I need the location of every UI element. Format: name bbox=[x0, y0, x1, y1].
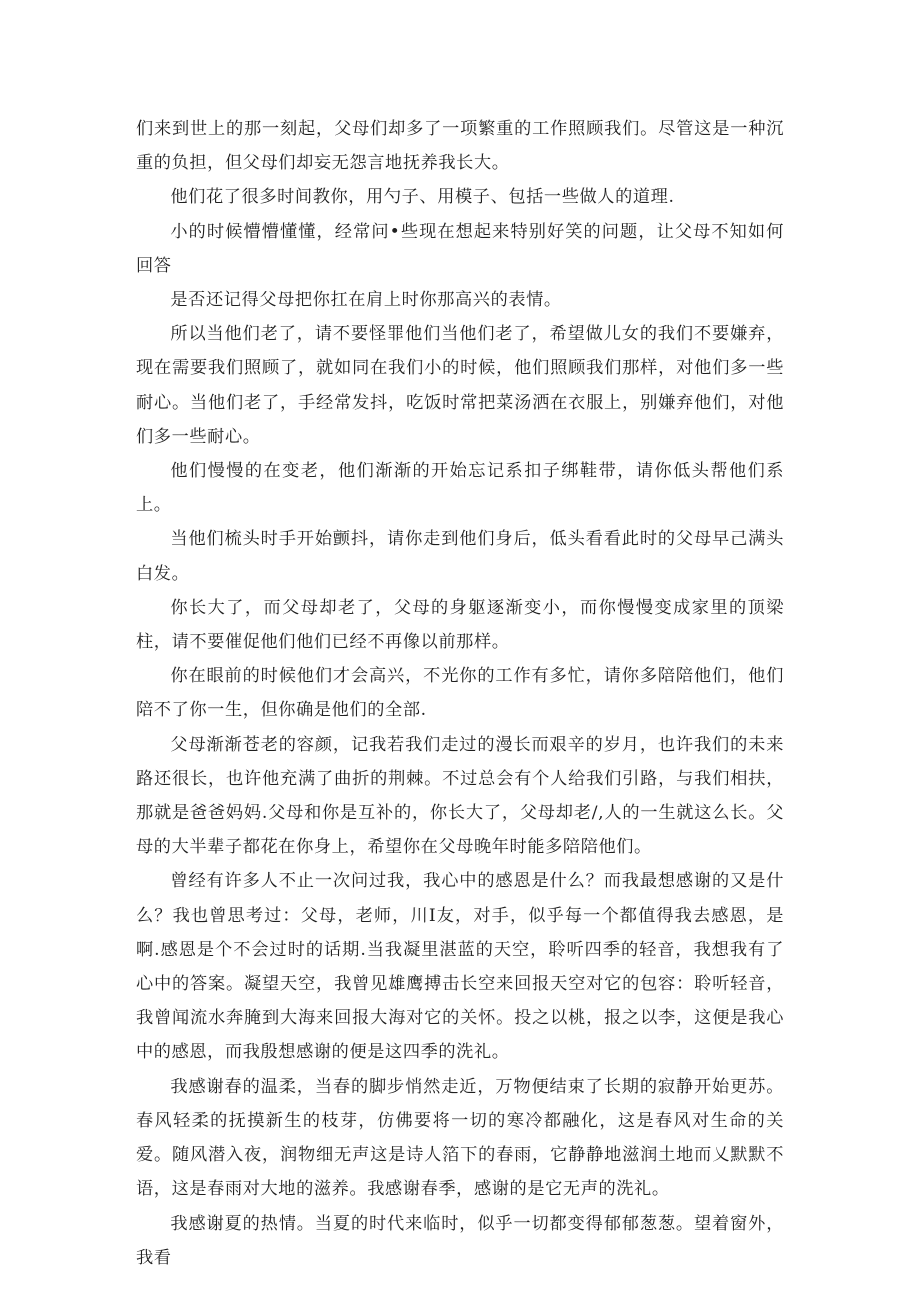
paragraph: 我感谢春的温柔，当春的脚步悄然走近，万物便结束了长期的寂静开始更苏。春风轻柔的抚摸新生的枝芽，仿佛要将一切的寒冷都融化，这是春风对生命的关爱。随风潜入夜，润物细无声这是诗人箔下的春雨，它静静地滋润土地而乂默默不语，这是春雨对大地的滋养。我感谢春季，感谢的是它无声的洗礼。 bbox=[136, 1076, 784, 1200]
paragraph: 所以当他们老了，请不要怪罪他们当他们老了，希望做儿女的我们不要嫌弃，现在需要我们照顾了，就如同在我们小的时候，他们照顾我们那样，对他们多一些耐心。当他们老了，手经常发抖，吃饭时常把菜汤洒在衣服上，别嫌弃他们，对他们多一些耐心。 bbox=[136, 324, 784, 447]
paragraph: 你长大了，而父母却老了，父母的身躯逐渐变小，而你慢慢变成家里的顶梁柱，请不要催促他们他们已经不再像以前那样。 bbox=[136, 597, 784, 653]
paragraph: 小的时候懵懵懂懂，经常问•些现在想起来特别好笑的问题，让父母不知如何回答 bbox=[136, 221, 784, 276]
paragraph: 是否还记得父母把你扛在肩上时你那高兴的表情。 bbox=[170, 290, 562, 311]
paragraph: 你在眼前的时候他们才会高兴，不光你的工作有多忙，请你多陪陪他们，他们陪不了你一生，但你确是他们的全部. bbox=[136, 666, 784, 721]
paragraph: 曾经有许多人不止一次问过我，我心中的感恩是什么？而我最想感谢的又是什么？我也曾思考过：父母，老师，川Ⅰ友，对手，似乎每一个都值得我去感恩，是啊.感恩是个不会过时的话期.当我凝里湛蓝的天空，聆听四季的轻音，我想我有了心中的答案。凝望天空，我曾见雄鹰搏击长空来回报天空对它的包容：聆听轻音，我曾闻流水奔腌到大海来回报大海对它的关怀。投之以桃，报之以李，这便是我心中的感恩，而我殷想感谢的便是这四季的洗礼。 bbox=[136, 871, 784, 1063]
paragraph: 他们慢慢的在变老，他们渐渐的开始忘记系扣子绑鞋带，请你低头帮他们系上。 bbox=[136, 461, 784, 516]
paragraph: 当他们梳头时手开始颤抖，请你走到他们身后，低头看看此时的父母早己满头白发。 bbox=[136, 529, 784, 584]
paragraph: 父母渐渐苍老的容颜，记我若我们走过的漫长而艰辛的岁月，也许我们的未来路还很长，也许他充满了曲折的荆棘。不过总会有个人给我们引路，与我们相扶，那就是爸爸妈妈.父母和你是互补的，你长大了，父母却老/,人的一生就这么长。父母的大半辈子都花在你身上，希望你在父母晚年时能多陪陪他们。 bbox=[136, 734, 784, 858]
paragraph: 我感谢夏的热情。当夏的时代来临时，似乎一切都变得郁郁葱葱。望着窗外，我看 bbox=[136, 1213, 784, 1268]
paragraph: 们来到世上的那一刻起，父母们却多了一项繁重的工作照顾我们。尽管这是一种沉重的负担，但父母们却妄无怨言地抚养我长大。 bbox=[136, 119, 784, 174]
paragraph: 他们花了很多时间教你，用勺子、用模子、包括一些做人的道理. bbox=[170, 187, 675, 208]
document-page bbox=[136, 112, 784, 1275]
